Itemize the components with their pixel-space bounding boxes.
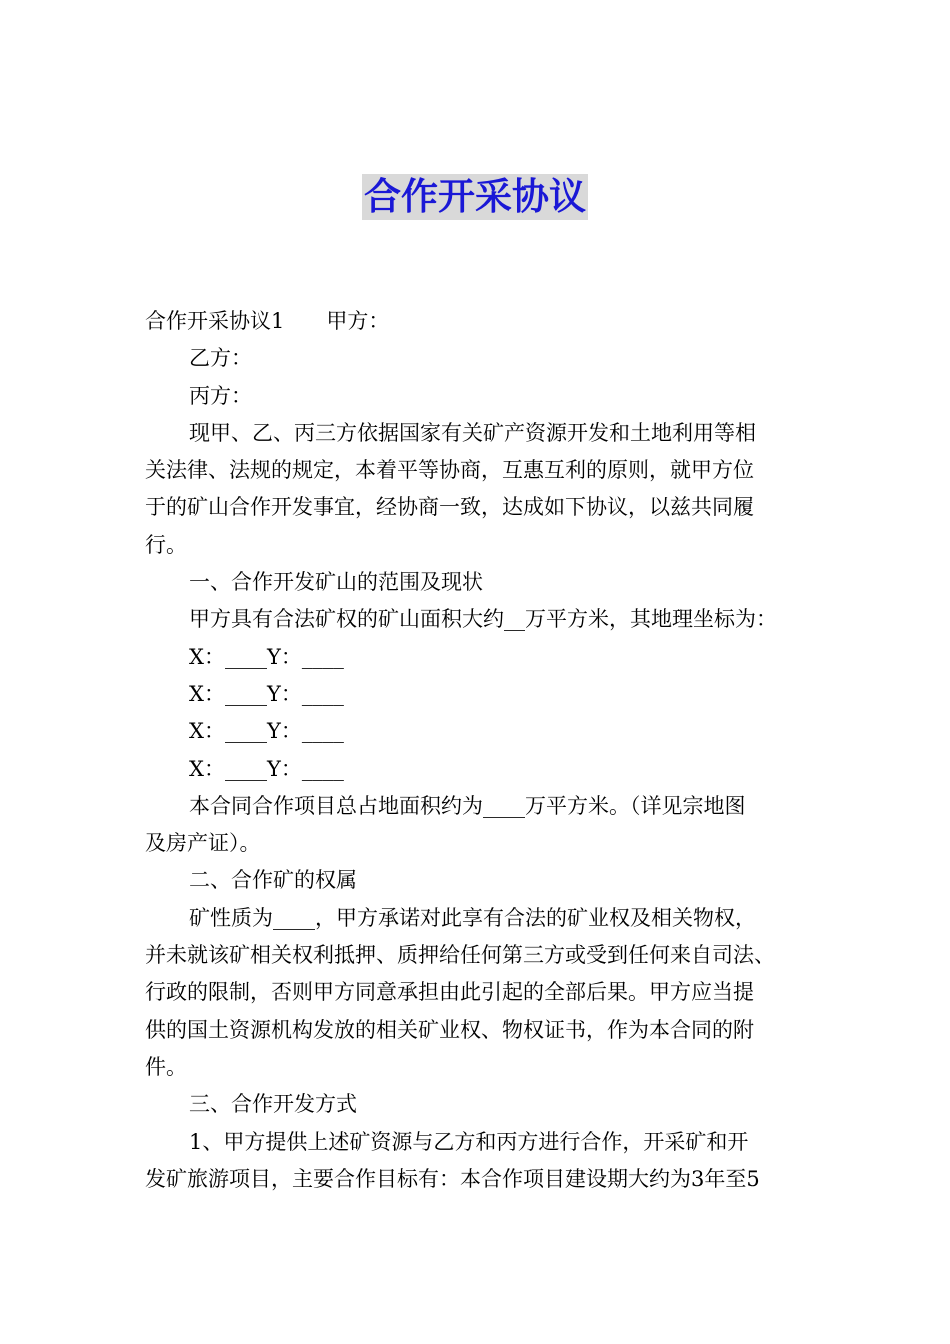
body-line: X：____Y：____ bbox=[189, 719, 344, 744]
body-line: 丙方： bbox=[189, 383, 252, 408]
body-line: 发矿旅游项目，主要合作目标有：本合作项目建设期大约为3年至5 bbox=[145, 1166, 760, 1191]
body-line: 现甲、乙、丙三方依据国家有关矿产资源开发和土地利用等相 bbox=[189, 420, 756, 445]
body-line: 合作开采协议1 甲方： bbox=[145, 309, 390, 333]
body-line: 1、甲方提供上述矿资源与乙方和丙方进行合作，开采矿和开 bbox=[189, 1129, 749, 1154]
body-line: X：____Y：____ bbox=[189, 756, 344, 781]
body-line: 本合同合作项目总占地面积约为____万平方米。（详见宗地图 bbox=[189, 793, 746, 818]
body-line: 二、合作矿的权属 bbox=[189, 868, 357, 893]
body-line: 并未就该矿相关权利抵押、质押给任何第三方或受到任何来自司法、 bbox=[145, 943, 775, 968]
body-line: X：____Y：____ bbox=[189, 644, 344, 669]
document-title: 合作开采协议 bbox=[364, 175, 586, 218]
body-line: 供的国土资源机构发放的相关矿业权、物权证书，作为本合同的附 bbox=[145, 1017, 754, 1042]
body-line: 行。 bbox=[145, 532, 187, 557]
title-block bbox=[0, 174, 950, 220]
body-line: 及房产证）。 bbox=[145, 831, 261, 856]
body-line: 件。 bbox=[145, 1054, 187, 1079]
body-line: 一、合作开发矿山的范围及现状 bbox=[189, 570, 483, 595]
body-line: 矿性质为____，甲方承诺对此享有合法的矿业权及相关物权， bbox=[189, 905, 756, 930]
body-line: 乙方： bbox=[189, 346, 252, 371]
body-line: 于的矿山合作开发事宜，经协商一致，达成如下协议，以兹共同履 bbox=[145, 495, 754, 520]
body-line: 关法律、法规的规定，本着平等协商，互惠互利的原则，就甲方位 bbox=[145, 458, 754, 483]
document-body bbox=[145, 303, 811, 1198]
body-line: X：____Y：____ bbox=[189, 681, 344, 706]
body-line: 甲方具有合法矿权的矿山面积大约__万平方米，其地理坐标为： bbox=[189, 607, 777, 632]
body-line: 三、合作开发方式 bbox=[189, 1092, 357, 1117]
body-line: 行政的限制，否则甲方同意承担由此引起的全部后果。甲方应当提 bbox=[145, 980, 754, 1005]
